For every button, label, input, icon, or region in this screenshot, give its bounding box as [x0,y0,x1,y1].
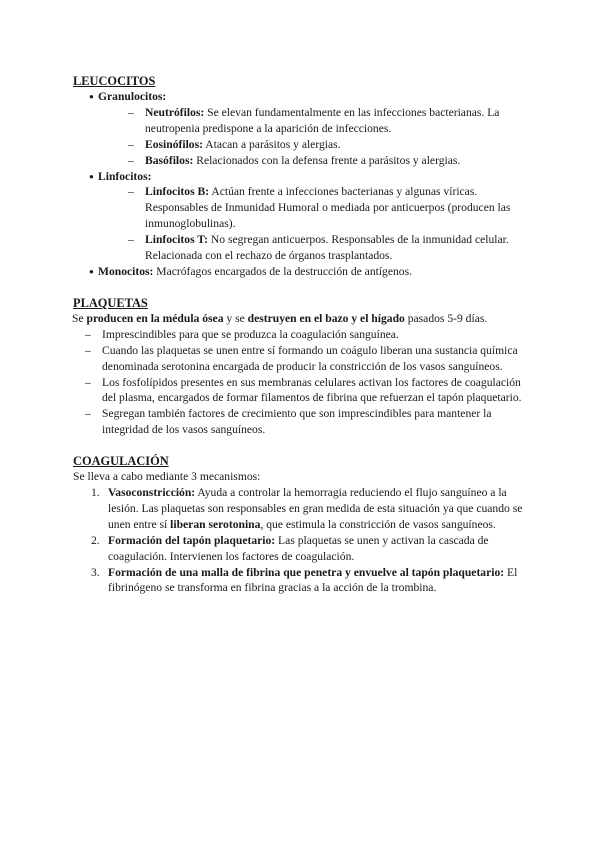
heading-plaquetas: PLAQUETAS [73,295,148,310]
intro-text-e: pasados 5-9 días. [404,311,488,325]
list-item-basofilos [128,153,535,169]
intro-bold-d: destruyen en el bazo y el hígado [247,311,405,325]
coagulacion-intro: Se lleva a cabo mediante 3 mecanismos: [73,470,261,484]
list-item-granulocitos [73,89,535,105]
heading-coagulacion: COAGULACIÓN [73,454,169,469]
term-eosinofilos: Eosinófilos: [145,137,203,151]
intro-bold-b: producen en la médula ósea [86,311,224,325]
term-linfocitos-t: Linfocitos T: [145,233,209,247]
item-number: 1. [91,486,100,500]
plaquetas-list [85,327,535,438]
list-item: – Los fosfolípidos presentes en sus membranas celulares activan los factores de coagulación del plasma, encargados de formar filamentos de fibrina que refuerzan el tapón plaquetario. [85,375,535,407]
granulocitos-label: Granulocitos: [98,90,167,103]
list-item: – Imprescindibles para que se produzca la coagulación sanguínea. [85,327,535,343]
term-vasoconstriccion: Vasoconstricción: [108,486,196,500]
item-number: 3. [91,565,100,579]
granulocitos-sublist [128,105,535,169]
bold-liberan-serotonina: liberan serotonina [170,517,261,531]
text-eosinofilos: Atacan a parásitos y alergias. [202,137,341,151]
text-vasoconstriccion-b: , que estimula la constricción de vasos sanguíneos. [260,517,496,531]
list-item-malla-fibrina [91,565,535,597]
text-linfocitos-t: No segregan anticuerpos. Responsables de la inmunidad celular. Relacionada con el rechazo de órganos trasplantados. [145,233,509,263]
term-malla-fibrina: Formación de una malla de fibrina que penetra y envuelve al tapón plaquetario: [108,565,505,579]
linfocitos-label: Linfocitos: [98,169,152,183]
section-plaquetas [73,295,535,438]
list-item-vasoconstriccion [91,485,535,533]
plaquetas-intro [72,311,535,327]
section-coagulacion [73,453,535,596]
leucocitos-list-2 [73,169,535,185]
list-item-linfocitos-t [128,232,535,264]
linfocitos-sublist [128,184,535,264]
item-number: 2. [91,533,100,547]
term-basofilos: Basófilos: [145,153,194,167]
leucocitos-list-3 [73,264,535,280]
intro-text-c: y se [223,311,248,325]
heading-leucocitos: LEUCOCITOS [73,74,156,88]
term-tapon-plaquetario: Formación del tapón plaquetario: [108,533,276,547]
coagulacion-list [91,485,535,596]
monocitos-label: Monocitos: [98,264,154,278]
text-vasoconstriccion-a: Ayuda a controlar la hemorragia reduciendo el flujo sanguíneo a la lesión. Las plaquetas son responsables en gran medida de esta situación ya que cuando se unen entre sí [108,486,523,531]
text-linfocitos-b: Actúan frente a infecciones bacterianas y algunas víricas. Responsables de Inmunidad Humoral o mediada por anticuerpos (producen las inmunoglobulinas). [145,185,511,231]
term-neutrofilos: Neutrófilos: [145,105,205,119]
list-item-neutrofilos [128,105,535,137]
list-item-linfocitos-b [128,184,535,232]
intro-text-a: Se [72,311,87,325]
text-malla-fibrina: El fibrinógeno se transforma en fibrina gracias a la acción de la trombina. [108,565,518,595]
list-item-eosinofilos [128,137,535,153]
list-item: – Cuando las plaquetas se unen entre sí formando un coágulo liberan una sustancia química denominada serotonina encargada de producir la constricción de los vasos sanguíneos. [85,343,535,375]
list-item-monocitos [73,264,535,280]
document-content [73,73,535,610]
term-linfocitos-b: Linfocitos B: [145,185,210,199]
text-basofilos: Relacionados con la defensa frente a parásitos y alergias. [193,153,461,167]
text-neutrofilos: Se elevan fundamentalmente en las infecciones bacterianas. La neutropenia predispone a la aparición de infecciones. [145,105,500,135]
leucocitos-list [73,89,535,105]
list-item-tapon-plaquetario [91,533,535,565]
list-item: – Segregan también factores de crecimiento que son imprescindibles para mantener la integridad de los vasos sanguíneos. [85,406,535,438]
text-tapon-plaquetario: Las plaquetas se unen y activan la cascada de coagulación. Intervienen los factores de coagulación. [108,533,489,563]
monocitos-text: Macrófagos encargados de la destrucción de antígenos. [153,264,413,278]
section-leucocitos [73,73,535,280]
list-item-linfocitos [73,169,535,185]
